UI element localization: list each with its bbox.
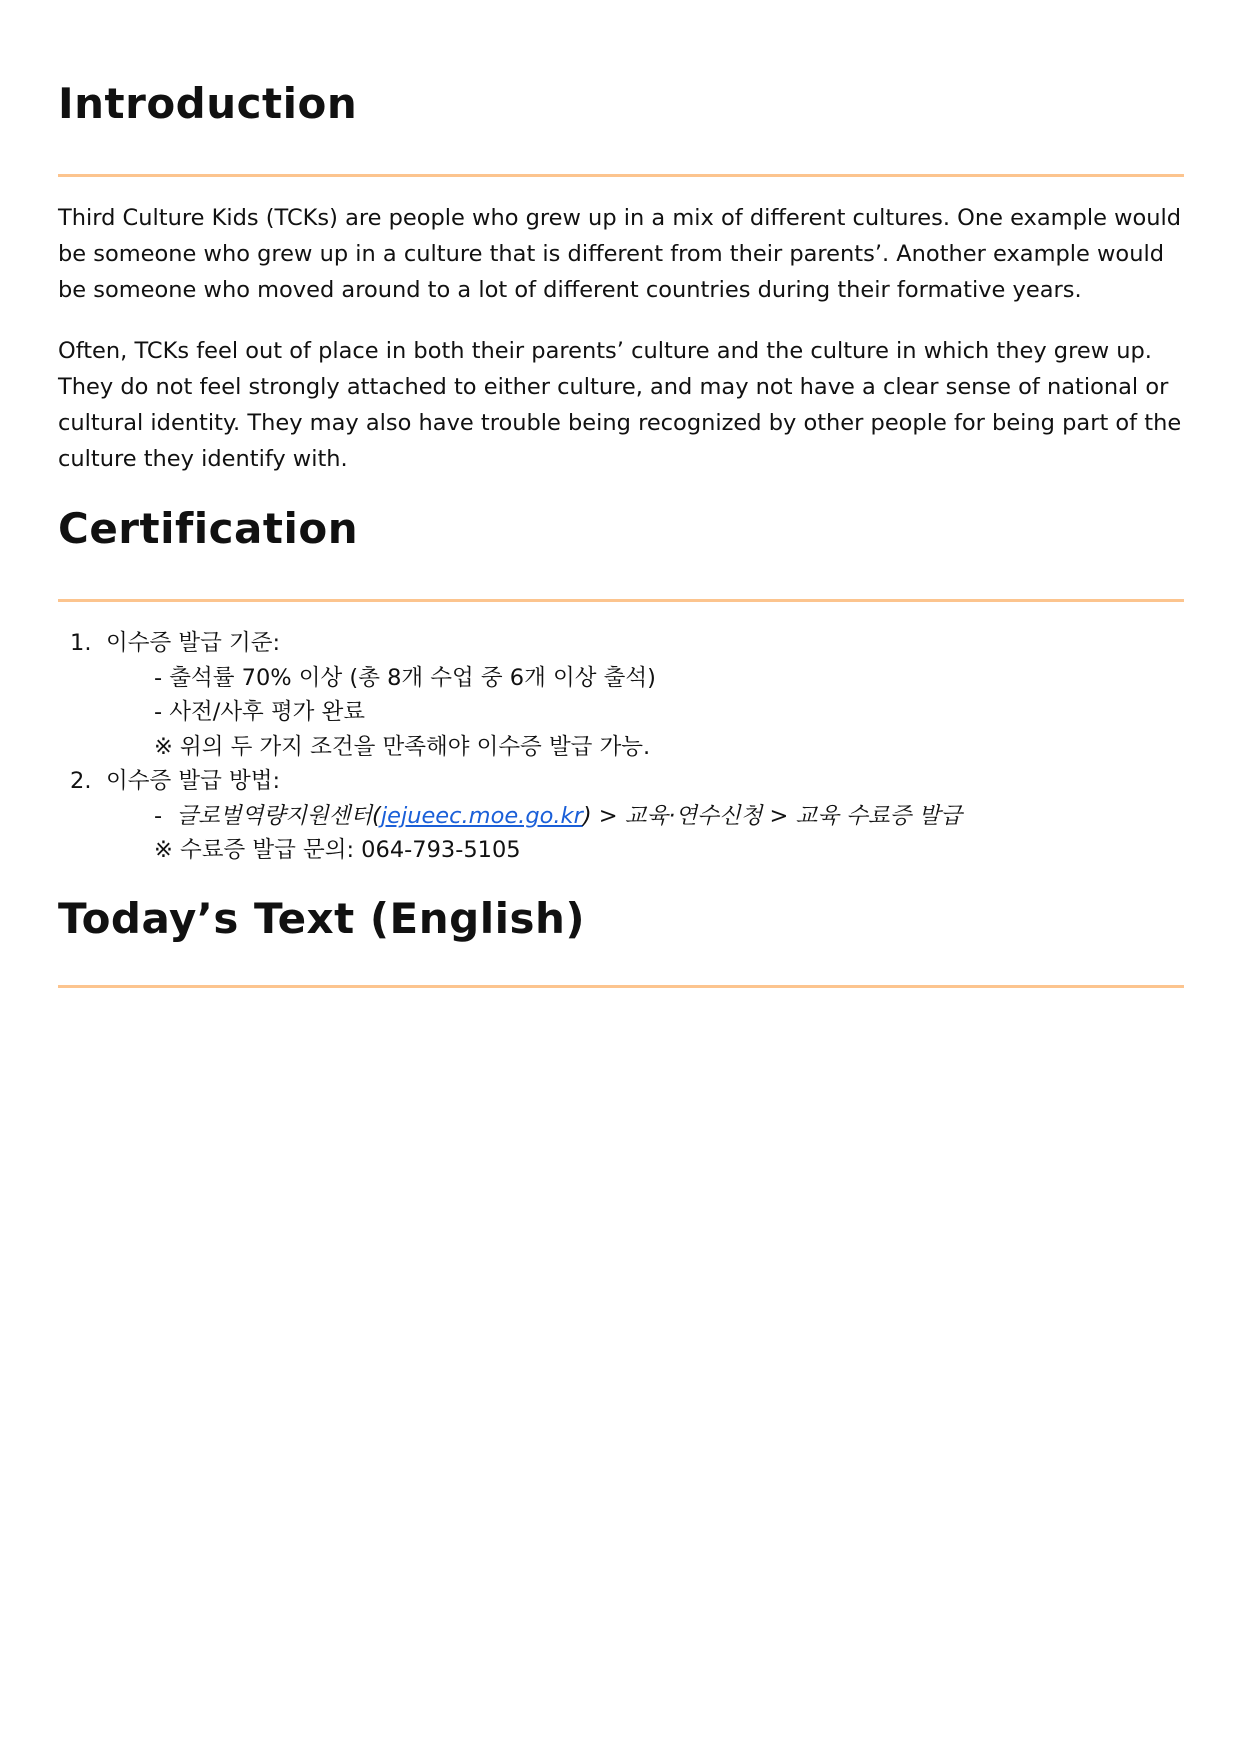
certification-divider (58, 599, 1184, 602)
method-center-name: 글로벌역량지원센터( (176, 802, 381, 829)
certification-heading: Certification (58, 504, 359, 553)
criteria-line-evaluation: - 사전/사후 평가 완료 (154, 699, 366, 725)
list-number: 1. (70, 630, 92, 656)
list-item (58, 626, 1184, 764)
center-website-link[interactable]: jejueec.moe.go.kr (380, 802, 583, 829)
list-number: 2. (70, 768, 92, 794)
todays-text-divider (58, 985, 1184, 988)
criteria-label: 이수증 발급 기준: (106, 630, 281, 656)
criteria-note: ※ 위의 두 가지 조건을 만족해야 이수증 발급 가능. (154, 733, 651, 760)
introduction-divider (58, 174, 1184, 177)
method-label: 이수증 발급 방법: (106, 768, 281, 794)
method-prefix: - (154, 802, 177, 829)
method-line (106, 799, 1184, 834)
introduction-heading: Introduction (58, 79, 358, 128)
introduction-paragraph-1: Third Culture Kids (TCKs) are people who grew up in a mix of different cultures. One example would be someone who grew up in a culture that is different from their parents’. Another example would be someone who moved around to a lot of different countries during their formative years. (58, 205, 1182, 303)
method-path: ) > 교육·연수신청 > 교육 수료증 발급 (582, 802, 962, 829)
certification-list (58, 626, 1184, 868)
introduction-paragraph-2: Often, TCKs feel out of place in both their parents’ culture and the culture in which they grew up. They do not feel strongly attached to either culture, and may not have a clear sense of national or cultural identity. They may also have trouble being recognized by other people for being part of the culture they identify with. (58, 338, 1182, 472)
list-item (58, 764, 1184, 868)
criteria-line-attendance: - 출석률 70% 이상 (총 8개 수업 중 6개 이상 출석) (154, 664, 656, 691)
contact-note: ※ 수료증 발급 문의: 064-793-5105 (154, 837, 521, 863)
todays-text-heading: Today’s Text (English) (58, 894, 586, 943)
